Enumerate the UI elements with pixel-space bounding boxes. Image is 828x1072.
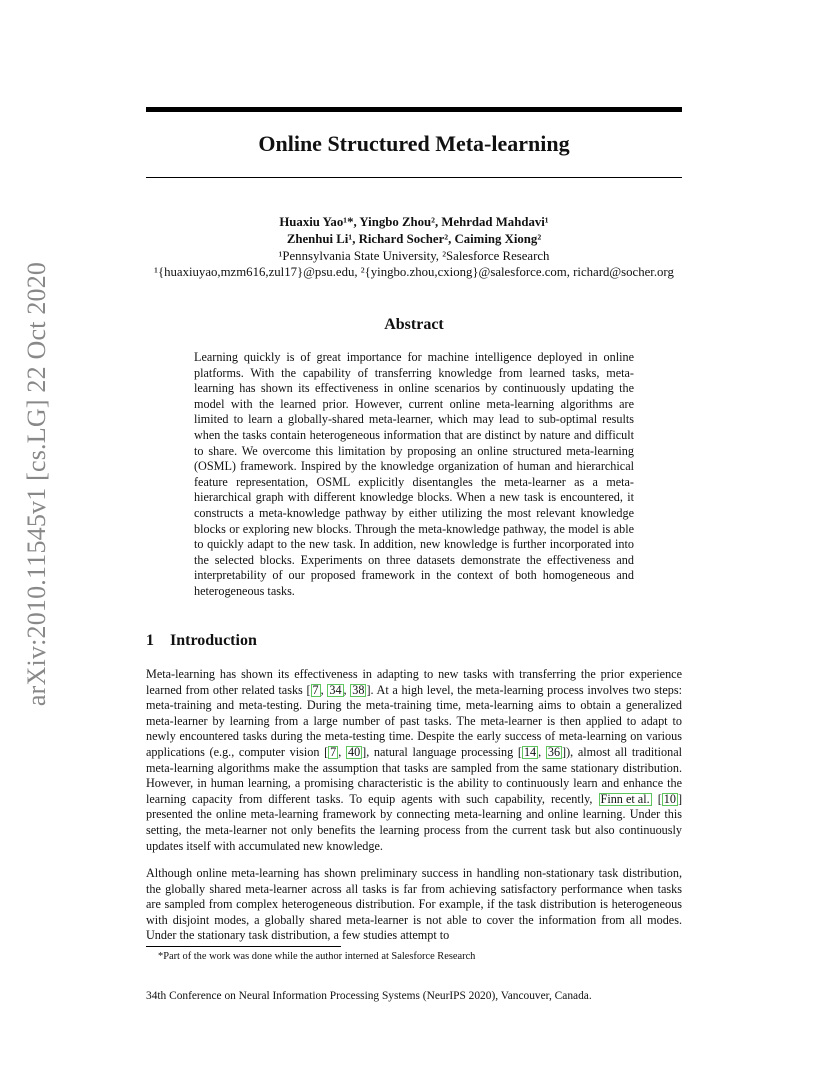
conference-note: 34th Conference on Neural Information Processing Systems (NeurIPS 2020), Vancouver, Canada. [146, 990, 592, 1002]
footnote: *Part of the work was done while the author interned at Salesforce Research [158, 951, 476, 962]
citation-link[interactable]: 34 [329, 682, 342, 697]
citation-link[interactable]: 7 [330, 744, 337, 759]
citation-link[interactable]: 38 [352, 682, 365, 697]
citation-link-finn[interactable]: Finn et al. [600, 791, 650, 806]
emails: ¹{huaxiuyao,mzm616,zul17}@psu.edu, ²{yingbo.zhou,cxiong}@salesforce.com, richard@socher.org [154, 265, 674, 279]
citation-link[interactable]: 10 [663, 791, 676, 806]
intro-paragraph-1: Meta-learning has shown its effectiveness in adapting to new tasks with transferring the prior experience learned from other related tasks [ 7 , 34 , 38 ]. At a high level, the meta-learning process involves two steps: meta-training and meta-testing. During the meta-training time, meta-learning aims to obtain a generalized meta-learner by learning from a large number of past tasks. The meta-learner is then applied to adapt to newly encountered tasks during the meta-testing time. Despite the early success of meta-learning on various applications (e.g., computer vision [ 7 , 40 ], natural language processing [ 14 , 36 ]), almost all traditional meta-learning algorithms make the assumption that tasks are sampled from the same stationary distribution. However, in human learning, a promising characteristic is the ability to continuously learn and enhance the learning capacity from different tasks. To equip agents with such capability, recently, Finn et al. [ 10 ] presented the online meta-learning framework by connecting meta-learning and online learning. Under this setting, the meta-learner not only benefits the learning process from the current task but also continuously updates itself with accumulated new knowledge. [146, 667, 683, 853]
citation-link[interactable]: 14 [523, 744, 537, 759]
citation-link[interactable]: 36 [547, 744, 561, 759]
intro-paragraph-2: Although online meta-learning has shown preliminary success in handling non-stationary task distribution, the globally shared meta-learner across all tasks is far from achieving satisfactory performance when tasks are sampled from complex heterogeneous distribution. For example, if the task distribution is heterogeneous with disjoint modes, a globally shared meta-learner is not able to cover the information from all modes. Under the stationary task distribution, a few studies attempt to [146, 866, 682, 943]
paper-title: Online Structured Meta-learning [258, 131, 570, 156]
authors-line-1: Huaxiu Yao¹*, Yingbo Zhou², Mehrdad Mahdavi¹ [279, 215, 549, 229]
title-bottom-rule [146, 177, 682, 178]
arxiv-sidebar-stamp [22, 261, 52, 707]
abstract-heading: Abstract [384, 316, 444, 333]
abstract-text: Learning quickly is of great importance for machine intelligence deployed in online platforms. With the capability of transferring knowledge from learned tasks, meta-learning has shown its effectiveness in online scenarios by continuously updating the model with the learned prior. However, current online meta-learning algorithms are limited to learn a globally-shared meta-learner, which may lead to sub-optimal results when the tasks contain heterogeneous information that are distinct by nature and difficult to share. We overcome this limitation by proposing an online structured meta-learning (OSML) framework. Inspired by the knowledge organization of human and hierarchical feature representation, OSML explicitly disentangles the meta-learner as a meta-hierarchical graph with different knowledge blocks. When a new task is encountered, it constructs a meta-knowledge pathway by either utilizing the most relevant knowledge blocks or exploring new blocks. Through the meta-knowledge pathway, the model is able to quickly adapt to the new task. In addition, new knowledge is further incorporated into the selected blocks. Experiments on three datasets demonstrate the effectiveness and interpretability of our proposed framework in the context of both homogeneous and heterogeneous tasks. [194, 350, 634, 598]
affiliations: ¹Pennsylvania State University, ²Salesforce Research [278, 249, 550, 263]
footnote-rule [146, 946, 341, 947]
section-number: 1 [146, 632, 154, 649]
citation-link[interactable]: 7 [312, 682, 319, 697]
section-heading-introduction [146, 632, 257, 650]
citation-link[interactable]: 40 [347, 744, 361, 759]
authors-line-2: Zhenhui Li¹, Richard Socher², Caiming Xiong² [286, 232, 542, 246]
arxiv-id: arXiv:2010.11545v1 [cs.LG] 22 Oct 2020 [22, 261, 51, 707]
section-title: Introduction [170, 632, 257, 649]
title-top-rule [146, 107, 682, 112]
